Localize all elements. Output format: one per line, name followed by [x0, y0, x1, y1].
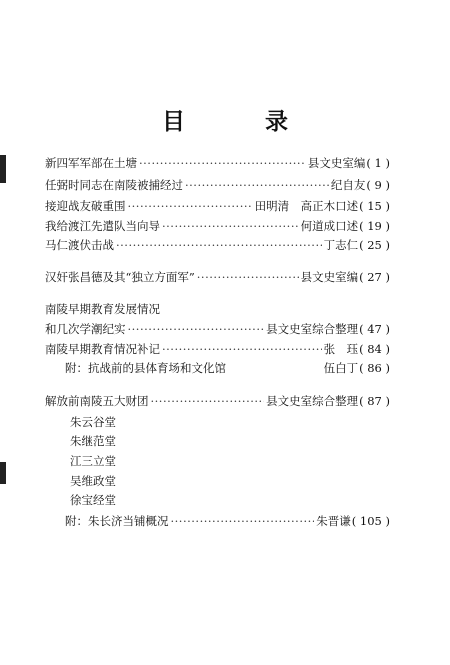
sub-item: 朱云谷堂 [70, 415, 116, 429]
leader-dots [197, 270, 299, 284]
entry-author: 朱晋谦 [316, 514, 351, 528]
entry-title: 接迎战友破重围 [45, 199, 126, 213]
leader-dots [185, 178, 329, 192]
entry-author: 县文史室综合整理 [266, 322, 359, 336]
entry-author: 伍白丁 [323, 361, 359, 375]
toc-entry [65, 361, 390, 375]
scan-edge-mark-top [0, 155, 6, 183]
entry-author: 田明清 高正木口述 [254, 199, 359, 213]
entry-title: 汉奸张昌德及其“独立方面军” [45, 270, 195, 284]
entry-page: ( 27 ) [359, 270, 390, 284]
leader-dots [116, 238, 322, 252]
entry-title: 附：抗战前的县体育场和文化馆 [65, 361, 226, 375]
entry-page: ( 84 ) [359, 342, 390, 356]
leader-dots [128, 199, 253, 213]
entry-page: ( 86 ) [359, 361, 390, 375]
toc-entry [45, 219, 390, 233]
toc-entry [45, 394, 390, 408]
entry-title: 我给渡江先遣队当向导 [45, 219, 160, 233]
leader-dots [162, 219, 299, 233]
entry-title: 任弼时同志在南陵被捕经过 [45, 178, 183, 192]
entry-author: 纪自友 [330, 178, 366, 192]
entry-author: 张 珏 [323, 342, 359, 356]
leader-dots [151, 394, 265, 408]
entry-page: ( 47 ) [359, 322, 390, 336]
entry-page: ( 87 ) [359, 394, 390, 408]
sub-item: 吴维政堂 [70, 474, 116, 488]
entry-title: 新四军军部在土塘 [45, 156, 137, 170]
scan-edge-mark-bottom [0, 462, 6, 484]
sub-item: 江三立堂 [70, 454, 116, 468]
page-title: 目 录 [161, 108, 324, 135]
entry-title: 马仁渡伏击战 [45, 238, 114, 252]
entry-author: 丁志仁 [323, 238, 359, 252]
entry-page: ( 9 ) [366, 178, 390, 192]
entry-page: ( 15 ) [359, 199, 390, 213]
sub-item: 徐宝经堂 [70, 493, 116, 507]
toc-entry [45, 178, 390, 192]
toc-entry [45, 322, 390, 336]
entry-page: ( 19 ) [359, 219, 390, 233]
toc-entry [45, 238, 390, 252]
leader-dots [128, 322, 265, 336]
entry-author: 县文史室编 [300, 270, 359, 284]
section-heading: 南陵早期教育发展情况 [45, 302, 160, 316]
toc-entry [65, 514, 390, 528]
entry-page: ( 25 ) [359, 238, 390, 252]
entry-author: 何道成口述 [300, 219, 359, 233]
toc-entry [45, 199, 390, 213]
toc-entry [45, 342, 390, 356]
entry-title: 和几次学潮纪实 [45, 322, 126, 336]
leader-dots [171, 514, 315, 528]
sub-item: 朱继范堂 [70, 434, 116, 448]
entry-title: 解放前南陵五大财团 [45, 394, 149, 408]
toc-entry [45, 270, 390, 284]
toc-entry [45, 156, 390, 170]
entry-page: ( 105 ) [351, 514, 390, 528]
leader-dots [162, 342, 322, 356]
entry-title: 附：朱长济当铺概况 [65, 514, 169, 528]
entry-page: ( 1 ) [366, 156, 390, 170]
entry-title: 南陵早期教育情况补记 [45, 342, 160, 356]
entry-author: 县文史室编 [307, 156, 366, 170]
leader-dots [139, 156, 306, 170]
entry-author: 县文史室综合整理 [266, 394, 359, 408]
